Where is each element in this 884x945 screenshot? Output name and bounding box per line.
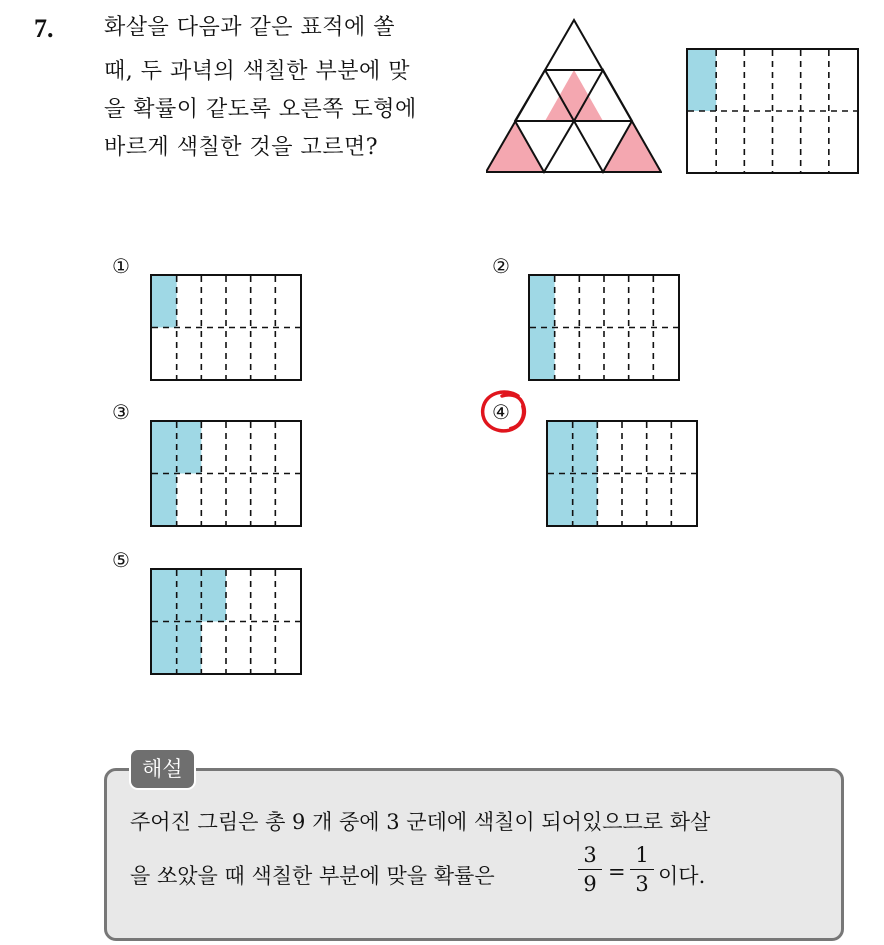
explanation-line-2-suffix: 이다. xyxy=(658,864,706,888)
triangle-piece-shaded-left xyxy=(486,121,544,172)
option-3-label[interactable]: ③ xyxy=(112,400,130,424)
question-text-line-4: 바르게 색칠한 것을 고르면? xyxy=(104,135,379,160)
equals-sign: = xyxy=(608,860,626,884)
explanation-box xyxy=(104,768,844,941)
grid-cells xyxy=(152,276,300,379)
shaded-cell xyxy=(177,422,202,474)
fraction-2-numerator: 1 xyxy=(635,843,649,867)
fraction-1-denominator: 9 xyxy=(583,872,597,896)
shaded-cell xyxy=(688,50,716,111)
option-4-grid[interactable] xyxy=(546,420,698,527)
grid-cells xyxy=(152,422,300,525)
grid-cells xyxy=(548,422,696,525)
explanation-line-1: 주어진 그림은 총 9 개 중에 3 군데에 색칠이 되어있으므로 화살 xyxy=(130,810,711,834)
shaded-cell xyxy=(152,570,177,622)
option-5-label[interactable]: ⑤ xyxy=(112,548,130,572)
option-1-grid[interactable] xyxy=(150,274,302,381)
triangle-piece-shaded-top xyxy=(545,70,603,121)
answer-circle-mark xyxy=(478,388,532,438)
fraction-2-denominator: 3 xyxy=(635,872,649,896)
reference-grid xyxy=(686,48,859,174)
question-text-line-1: 화살을 다음과 같은 표적에 쏠 xyxy=(104,15,395,40)
option-2-grid[interactable] xyxy=(528,274,680,381)
grid-cells xyxy=(688,50,857,172)
shaded-cell xyxy=(573,474,598,526)
option-2-label[interactable]: ② xyxy=(492,254,510,278)
fraction-1-numerator: 3 xyxy=(583,843,597,867)
triangle-piece-shaded-right xyxy=(603,121,661,172)
grid-cells xyxy=(152,570,300,673)
question-text-line-2: 때, 두 과녁의 색칠한 부분에 맞 xyxy=(104,59,410,84)
option-3-grid[interactable] xyxy=(150,420,302,527)
shaded-cell xyxy=(530,276,555,328)
shaded-cell xyxy=(152,474,177,526)
shaded-cell xyxy=(201,570,226,622)
shaded-cell xyxy=(152,422,177,474)
grid-cells xyxy=(530,276,678,379)
explanation-tag: 해설 xyxy=(129,748,196,790)
question-text-line-3: 을 확률이 같도록 오른쪽 도형에 xyxy=(104,97,417,122)
shaded-cell xyxy=(548,474,573,526)
option-4-label[interactable]: ④ xyxy=(492,400,510,424)
shaded-cell xyxy=(152,622,177,674)
triangle-target xyxy=(486,18,662,176)
shaded-cell xyxy=(573,422,598,474)
shaded-cell xyxy=(152,276,177,328)
option-1-label[interactable]: ① xyxy=(112,254,130,278)
shaded-cell xyxy=(548,422,573,474)
shaded-cell xyxy=(177,570,202,622)
option-5-grid[interactable] xyxy=(150,568,302,675)
shaded-cell xyxy=(530,328,555,380)
fraction-three-ninths xyxy=(578,843,602,896)
question-number: 7. xyxy=(34,14,54,43)
shaded-cell xyxy=(177,622,202,674)
explanation-line-2: 을 쏘았을 때 색칠한 부분에 맞을 확률은 xyxy=(130,864,495,888)
fraction-one-third xyxy=(630,843,654,896)
